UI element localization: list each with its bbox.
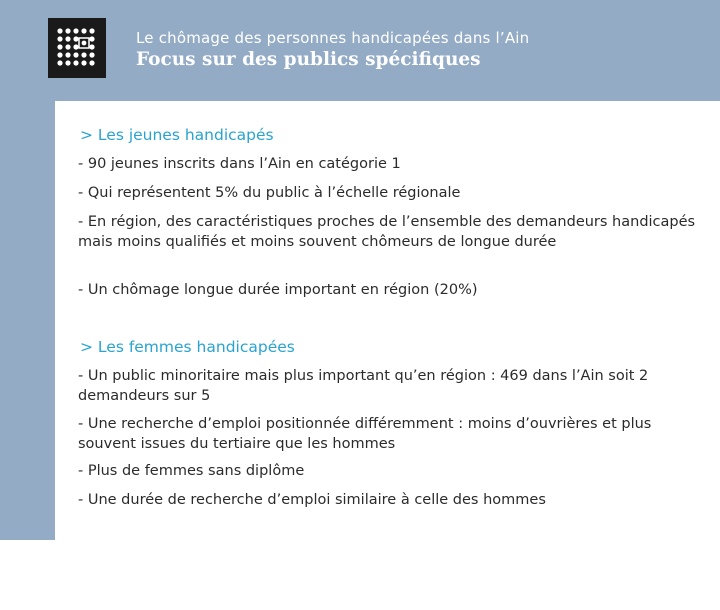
list-item: - Un public minoritaire mais plus important qu’en région : 469 dans l’Ain soit 2 demandeurs sur 5 [78, 368, 649, 404]
list-item: - Une durée de recherche d’emploi similaire à celle des hommes [78, 492, 546, 508]
logo-icon [48, 18, 106, 78]
page-title: Focus sur des publics spécifiques [136, 49, 481, 70]
list-item: - Un chômage longue durée important en région (20%) [78, 282, 478, 298]
header-band [0, 0, 720, 101]
header-subtitle: Le chômage des personnes handicapées dans l’Ain [136, 29, 530, 47]
list-item: - Qui représentent 5% du public à l’échelle régionale [78, 185, 461, 201]
left-margin-band [0, 101, 55, 610]
list-item: - Une recherche d’emploi positionnée différemment : moins d’ouvrières et plus souvent issues du tertiaire que les hommes [78, 416, 652, 452]
list-item: - Plus de femmes sans diplôme [78, 463, 305, 479]
dot-grid-logo-icon [48, 18, 106, 78]
page-number: 44 [16, 591, 37, 610]
list-item: - En région, des caractéristiques proches de l’ensemble des demandeurs handicapés mais moins qualifiés et moins souvent chômeurs de longue durée [78, 214, 696, 250]
list-item: - 90 jeunes inscrits dans l’Ain en catégorie 1 [78, 156, 401, 172]
section-heading-femmes: > Les femmes handicapées [80, 338, 295, 356]
section-heading-jeunes: > Les jeunes handicapés [80, 126, 274, 144]
